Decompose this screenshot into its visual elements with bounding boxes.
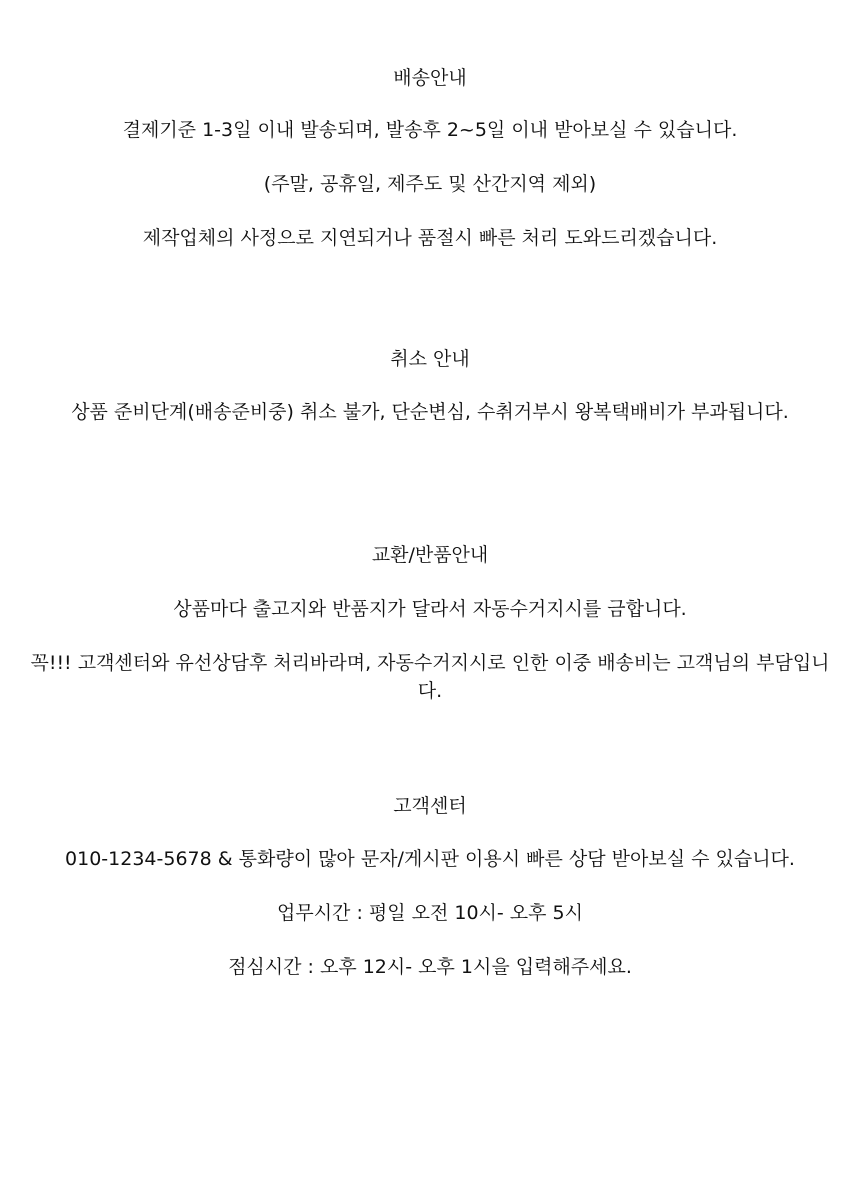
shipping-info-line: 제작업체의 사정으로 지연되거나 품절시 빠른 처리 도와드리겠습니다. <box>142 227 718 249</box>
cancel-info-title: 취소 안내 <box>390 348 470 370</box>
customer-center-title: 고객센터 <box>393 795 467 817</box>
exchange-info-section <box>28 541 832 705</box>
shipping-info-title: 배송안내 <box>393 67 467 89</box>
cancel-info-line: 상품 준비단계(배송준비중) 취소 불가, 단순변심, 수취거부시 왕복택배비가 부과됩니다. <box>71 401 789 423</box>
lunch-hours-line: 점심시간 : 오후 12시- 오후 1시을 입력해주세요. <box>228 956 632 978</box>
exchange-info-line: 상품마다 출고지와 반품지가 달라서 자동수거지시를 금합니다. <box>173 598 687 620</box>
cancel-info-section <box>28 345 832 426</box>
shipping-info-line: 결제기준 1-3일 이내 발송되며, 발송후 2~5일 이내 받아보실 수 있습니다. <box>122 119 738 141</box>
business-hours-line: 업무시간 : 평일 오전 10시- 오후 5시 <box>276 902 583 924</box>
shipping-info-section <box>28 64 832 252</box>
customer-center-phone-line: 010-1234-5678 & 통화량이 많아 문자/게시판 이용시 빠른 상담 받아보실 수 있습니다. <box>65 848 795 870</box>
customer-center-section <box>28 792 832 981</box>
exchange-info-title: 교환/반품안내 <box>371 544 489 566</box>
shipping-info-line: (주말, 공휴일, 제주도 및 산간지역 제외) <box>263 173 597 195</box>
exchange-info-line: 꼭!!! 고객센터와 유선상담후 처리바라며, 자동수거지시로 인한 이중 배송비는 고객님의 부담입니다. <box>30 652 830 702</box>
